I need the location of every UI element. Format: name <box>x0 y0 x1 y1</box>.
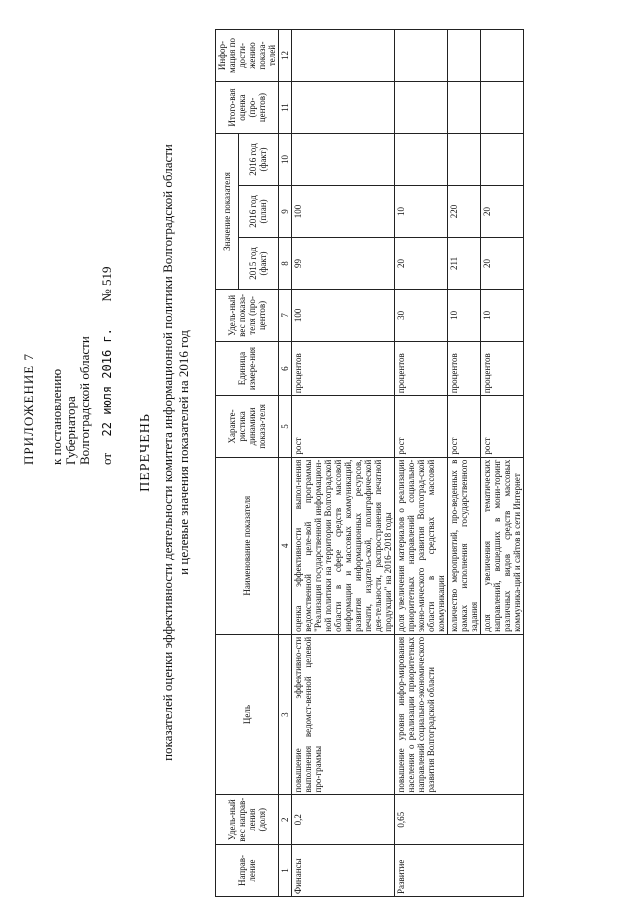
document-title: ПЕРЕЧЕНЬ <box>138 413 153 492</box>
cell-total <box>481 82 524 134</box>
resolution-line-3: Волгоградской области <box>77 336 92 465</box>
indicator-text: доля увеличения тематических направлений, вошедших в мони-торинг различных видов средств массовых коммуника-ций и сайтов в сети Интернет <box>482 459 522 632</box>
col-number: 3 <box>279 634 292 795</box>
cell-total <box>292 82 395 134</box>
resolution-date: 22 июля 2016 г. <box>100 328 114 437</box>
indicators-table <box>215 29 524 897</box>
document-subtitle-line-1: показателей оценки эффективности деятельности комитета информационной политики Волгоградской области <box>160 144 175 761</box>
col-number: 1 <box>279 845 292 897</box>
indicator-text: доля увеличения материалов о реализации приоритетных направлений социально-эконо-мического развития Волгоград-ской области в средствах массовой коммуникации <box>396 459 446 632</box>
cell-unit: процентов <box>481 341 524 395</box>
col-header-indicator-weight: Удель-ный вес показа-теля (про-центов) <box>216 289 279 341</box>
cell-2016-plan: 100 <box>292 186 395 238</box>
resolution-line-1: к постановлению <box>49 368 64 465</box>
cell-dynamics: рост <box>395 396 448 457</box>
cell-2016-fact <box>395 134 448 186</box>
cell-direction-weight: 0,65 <box>395 795 524 845</box>
col-number: 9 <box>279 186 292 238</box>
cell-2015-fact: 20 <box>481 237 524 289</box>
col-header-2016-plan: 2016 год (план) <box>238 186 278 238</box>
cell-indicator-weight: 100 <box>292 289 395 341</box>
table-row <box>395 30 448 897</box>
col-number: 8 <box>279 237 292 289</box>
cell-info <box>395 30 448 82</box>
col-header-info: Инфор-мация по дости-жению показа-телей <box>216 30 279 82</box>
cell-dynamics: рост <box>481 396 524 457</box>
indicator-text: количество мероприятий, про-веденных в рамках исполнения государственного задания <box>449 459 479 632</box>
col-header-direction: Направ-ление <box>216 845 279 897</box>
col-number: 5 <box>279 396 292 457</box>
cell-info <box>448 30 481 82</box>
cell-info <box>481 30 524 82</box>
cell-2015-fact: 99 <box>292 237 395 289</box>
col-number: 12 <box>279 30 292 82</box>
cell-2016-fact <box>292 134 395 186</box>
resolution-date-line <box>100 266 114 465</box>
cell-direction: Развитие <box>395 845 524 897</box>
cell-indicator <box>481 457 524 634</box>
col-number: 10 <box>279 134 292 186</box>
cell-indicator-weight: 10 <box>481 289 524 341</box>
col-header-unit: Единица измере-ния <box>216 341 279 395</box>
cell-unit: процентов <box>395 341 448 395</box>
cell-goal <box>292 634 395 795</box>
cell-indicator <box>448 457 481 634</box>
cell-2016-fact <box>481 134 524 186</box>
resolution-line-2: Губернатора <box>63 396 78 465</box>
col-header-direction-weight: Удель-ный вес направ-ления (доля) <box>216 795 279 845</box>
col-header-value-group: Значение показателя <box>216 134 239 290</box>
cell-indicator-weight: 10 <box>448 289 481 341</box>
resolution-number: № 519 <box>99 266 114 302</box>
cell-total <box>448 82 481 134</box>
cell-indicator <box>292 457 395 634</box>
cell-info <box>292 30 395 82</box>
cell-direction: Финансы <box>292 845 395 897</box>
cell-indicator-weight: 30 <box>395 289 448 341</box>
cell-indicator <box>395 457 448 634</box>
cell-goal <box>395 634 524 795</box>
col-header-indicator: Наименование показателя <box>216 457 279 634</box>
col-header-2015-fact: 2015 год (факт) <box>238 237 278 289</box>
col-number: 7 <box>279 289 292 341</box>
cell-unit: процентов <box>292 341 395 395</box>
goal-text: повышение эффективно-сти выполнения ведомст-венной целевой про-граммы <box>293 636 323 793</box>
col-header-goal: Цель <box>216 634 279 795</box>
col-number: 11 <box>279 82 292 134</box>
indicator-text: оценка эффективности выпол-нения ведомственной целе-вой программы "Реализация государственной информацион-ной политики на территории Волгоградской области в сфере средств массовой информации и массовых коммуникаций, развития информационных ресурсов, печати, издатель-ской, полиграфической дея-тельности, распространения печатной продукции" на 2016–2018 годы <box>293 459 393 632</box>
cell-total <box>395 82 448 134</box>
cell-direction-weight: 0,2 <box>292 795 395 845</box>
col-number: 2 <box>279 795 292 845</box>
cell-dynamics: рост <box>292 396 395 457</box>
appendix-label: ПРИЛОЖЕНИЕ 7 <box>21 353 36 465</box>
cell-2016-fact <box>448 134 481 186</box>
cell-2015-fact: 211 <box>448 237 481 289</box>
col-number: 6 <box>279 341 292 395</box>
col-header-total: Итого-вая оценка (про-центов) <box>216 82 279 134</box>
cell-2016-plan: 10 <box>395 186 448 238</box>
cell-dynamics: рост <box>448 396 481 457</box>
date-prefix: от <box>99 452 114 465</box>
cell-unit: процентов <box>448 341 481 395</box>
col-header-dynamics: Характе-ристика динамики показа-теля <box>216 396 279 457</box>
cell-2015-fact: 20 <box>395 237 448 289</box>
col-header-2016-fact: 2016 год (факт) <box>238 134 278 186</box>
cell-2016-plan: 220 <box>448 186 481 238</box>
col-number: 4 <box>279 457 292 634</box>
cell-2016-plan: 20 <box>481 186 524 238</box>
document-subtitle-line-2: и целевые значения показателей на 2016 год <box>176 330 191 575</box>
table-row <box>292 30 395 897</box>
goal-text: повышение уровня инфор-мирования населения о реализации приоритетных направлений социально-экономического развития Волгоградской области <box>396 636 436 793</box>
